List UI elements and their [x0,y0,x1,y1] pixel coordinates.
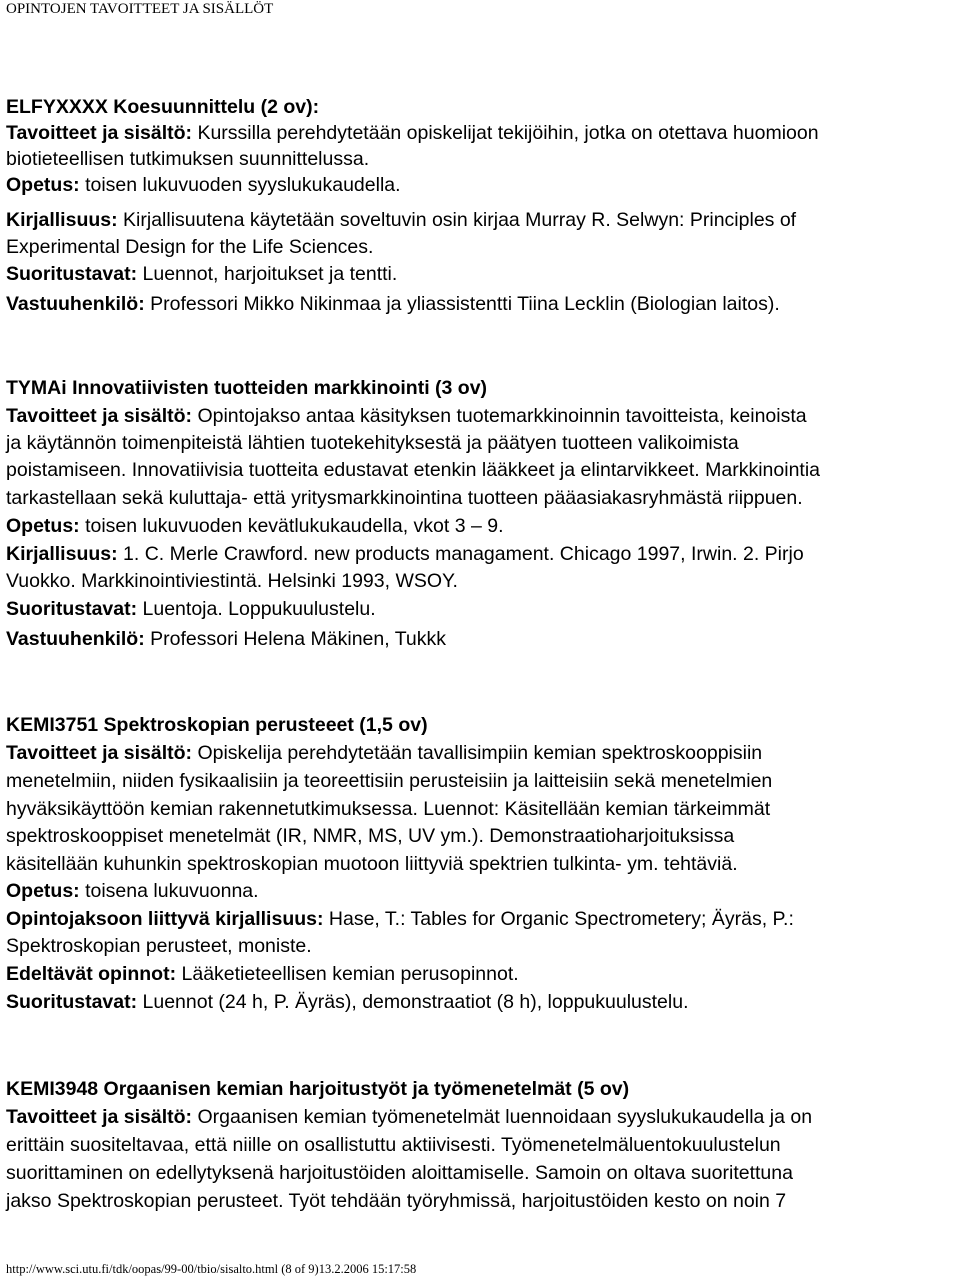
field-text: hyväksikäyttöön kemian rakennetutkimuksessa. Luennot: Käsitellään kemian tärkeimmät [6,798,771,820]
field-text: Experimental Design for the Life Sciences. [6,236,374,258]
field-label: Tavoitteet ja sisältö: [6,405,193,427]
field-text: Hase, T.: Tables for Organic Spectrometery; Äyräs, P.: [323,908,794,930]
field-text: toisen lukuvuoden kevätlukukaudella, vkot 3 – 9. [79,515,504,537]
field-text: Luennot (24 h, P. Äyräs), demonstraatiot (8 h), loppukuulustelu. [137,991,689,1013]
field-label: Opetus: [6,174,80,196]
field-text: Luennot, harjoitukset ja tentti. [137,263,398,285]
field-text: Kirjallisuutena käytetään soveltuvin osin kirjaa Murray R. Selwyn: Principles of [117,209,797,231]
course-completion-line [6,596,376,622]
field-text: ja käytännön toimenpiteistä lähtien tuotekehityksestä ja päätyen tuotteen valikoimista [6,432,739,454]
field-text: spektroskooppiset menetelmät (IR, NMR, MS, UV ym.). Demonstraatioharjoituksissa [6,825,735,847]
field-text: 1. C. Merle Crawford. new products managament. Chicago 1997, Irwin. 2. Pirjo [117,543,804,565]
field-label: Tavoitteet ja sisältö: [6,122,193,144]
field-label: Suoritustavat: [6,263,138,285]
field-label: Suoritustavat: [6,598,138,620]
field-text: menetelmiin, niiden fysikaalisiin ja teoreettisiin perusteisiin ja laitteisiin sekä menetelmien [6,770,773,792]
course-teaching-line [6,513,504,539]
course-goals-line [6,403,807,429]
course-text-line [6,146,369,172]
course-title-kemi3751: KEMI3751 Spektroskopian perusteeet (1,5 ov) [6,714,428,736]
course-responsible-line [6,291,780,317]
course-goals-line [6,120,819,146]
field-text: Lääketieteellisen kemian perusopinnot. [176,963,519,985]
field-label: Vastuuhenkilö: [6,628,145,650]
course-text-line [6,234,373,260]
course-completion-line [6,989,689,1015]
course-completion-line [6,261,397,287]
field-text: käsitellään kuhunkin spektroskopian muotoon liittyviä spektrien tulkinta- ym. tehtäviä. [6,853,738,875]
field-label: Kirjallisuus: [6,209,118,231]
course-title-elfyxxxx: ELFYXXXX Koesuunnittelu (2 ov): [6,96,320,118]
course-text-line [6,430,739,456]
field-text: suorittaminen on edellytyksenä harjoitustöiden aloittamiselle. Samoin on oltava suoritettuna [6,1162,793,1184]
field-text: toisen lukuvuoden syyslukukaudella. [79,174,401,196]
field-text: erittäin suositeltavaa, että niille on osallistuttu aktiivisesti. Työmenetelmäluentokuulustelun [6,1134,781,1156]
course-literature-line [6,541,804,567]
field-label: Opintojaksoon liittyvä kirjallisuus: [6,908,324,930]
field-text: toisena lukuvuonna. [79,880,259,902]
field-label: Tavoitteet ja sisältö: [6,742,193,764]
field-label: Vastuuhenkilö: [6,293,145,315]
field-text: Vuokko. Markkinointiviestintä. Helsinki 1993, WSOY. [6,570,458,592]
field-label: Edeltävät opinnot: [6,963,177,985]
field-label: Opetus: [6,515,80,537]
field-text: poistamiseen. Innovatiivisia tuotteita edustavat etenkin lääkkeet ja elintarvikkeet. Markkinointia [6,459,821,481]
field-text: tarkastellaan sekä kuluttaja- että yritysmarkkinointina tuotteen pääasiakasryhmästä riippuen. [6,487,803,509]
page-header-title: OPINTOJEN TAVOITTEET JA SISÄLLÖT [6,1,274,17]
field-text: Opintojakso antaa käsityksen tuotemarkkinoinnin tavoitteista, keinoista [192,405,807,427]
course-title-tymai: TYMAi Innovatiivisten tuotteiden markkinointi (3 ov) [6,377,488,399]
field-text: Kurssilla perehdytetään opiskelijat tekijöihin, jotka on otettava huomioon [192,122,819,144]
field-text: Luentoja. Loppukuulustelu. [137,598,376,620]
course-text-line [6,1132,781,1158]
field-text: biotieteellisen tutkimuksen suunnittelussa. [6,148,370,170]
field-text: Orgaanisen kemian työmenetelmät luennoidaan syyslukukaudella ja on [192,1106,813,1128]
field-label: Kirjallisuus: [6,543,118,565]
field-text: jakso Spektroskopian perusteet. Työt tehdään työryhmissä, harjoitustöiden kesto on noin 7 [6,1190,787,1212]
field-label: Suoritustavat: [6,991,138,1013]
field-text: Professori Mikko Nikinmaa ja yliassistentti Tiina Lecklin (Biologian laitos). [144,293,780,315]
course-text-line [6,823,734,849]
course-text-line [6,933,312,959]
course-text-line [6,851,738,877]
course-text-line [6,1160,793,1186]
course-title-kemi3948: KEMI3948 Orgaanisen kemian harjoitustyöt ja työmenetelmät (5 ov) [6,1078,630,1100]
field-text: Professori Helena Mäkinen, Tukkk [144,628,447,650]
course-goals-line [6,740,762,766]
course-text-line [6,1188,786,1214]
course-teaching-line [6,878,259,904]
course-text-line [6,568,458,594]
course-text-line [6,457,820,483]
course-goals-line [6,1104,812,1130]
course-prerequisites-line [6,961,519,987]
field-text: Spektroskopian perusteet, moniste. [6,935,312,957]
course-literature-line [6,906,794,932]
course-literature-line [6,207,796,233]
field-text: Opiskelija perehdytetään tavallisimpiin kemian spektroskooppisiin [192,742,763,764]
field-label: Opetus: [6,880,80,902]
course-responsible-line [6,626,446,652]
course-text-line [6,796,770,822]
page-footer-url: http://www.sci.utu.fi/tdk/oopas/99-00/tbio/sisalto.html (8 of 9)13.2.2006 15:17:58 [6,1262,417,1276]
field-label: Tavoitteet ja sisältö: [6,1106,193,1128]
course-text-line [6,768,772,794]
course-text-line [6,485,803,511]
course-teaching-line [6,172,401,198]
